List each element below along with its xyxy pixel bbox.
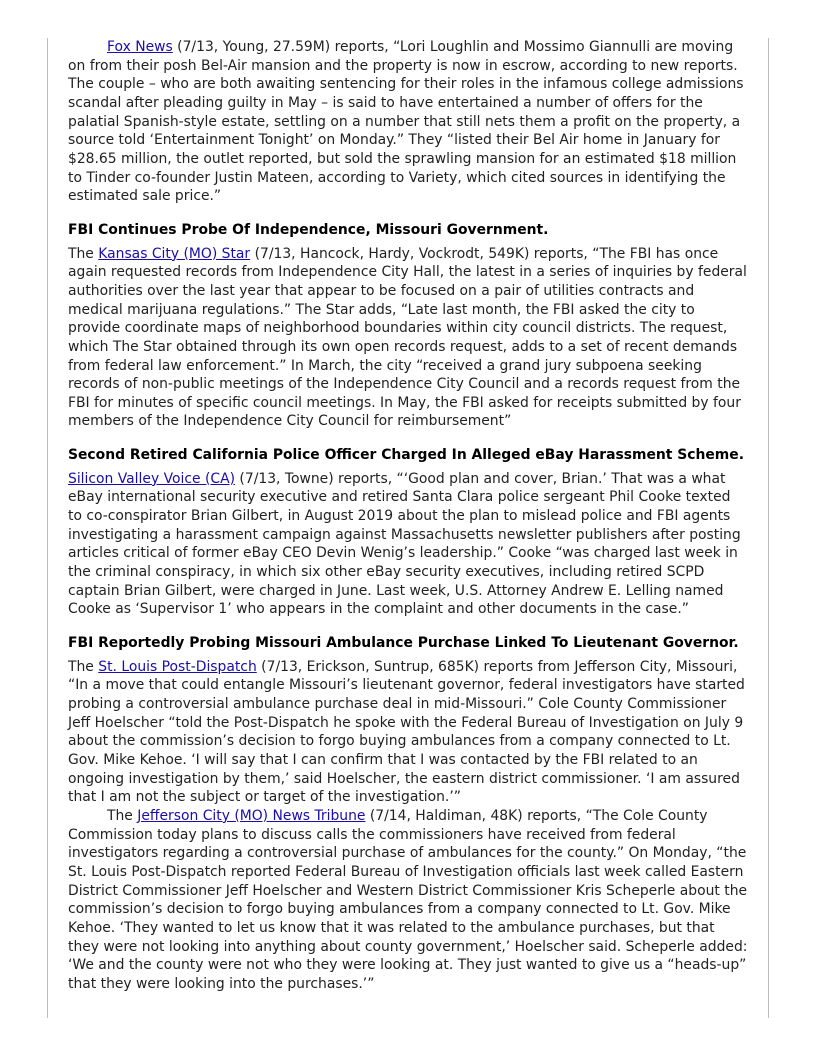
article-paragraph — [68, 38, 748, 206]
source-link[interactable]: St. Louis Post-Dispatch — [98, 658, 257, 675]
article-text-prefix: The — [107, 807, 138, 824]
article-headline: FBI Reportedly Probing Missouri Ambulance Purchase Linked To Lieutenant Governor. — [68, 635, 739, 652]
article-text: (7/13, Young, 27.59M) reports, “Lori Loughlin and Mossimo Giannulli are moving on from their posh Bel-Air mansion and the property is now in escrow, according to new reports. The couple – who are both awaiting sentencing for their roles in the infamous college admissions scandal after pleading guilty in May – is said to have entertained a number of offers for the palatial Spanish-style estate, settling on a number that still nets them a profit on the property, a source told ‘Entertainment Tonight’ on Monday.” They “listed their Bel Air home in January for $28.65 million, the outlet reported, but sold the sprawling mansion for an estimated $18 million to Tinder co-founder Justin Mateen, according to Variety, which cited sources in identifying the estimated sale price.” — [68, 39, 744, 205]
article-text-prefix: The — [68, 245, 99, 262]
article-text: (7/13, Erickson, Suntrup, 685K) reports from Jefferson City, Missouri, “In a move that could entangle Missouri’s lieutenant governor, federal investigators have started probing a controversial ambulance purchase deal in mid-Missouri.” Cole County Commissioner Jeff Hoelscher “told the Post-Dispatch he spoke with the Federal Bureau of Investigation on July 9 about the commission’s decision to forgo buying ambulances from a company connected to Lt. Gov. Mike Kehoe. ‘I will say that I can confirm that I was contacted by the FBI related to an ongoing investigation by them,’ said Hoelscher, the eastern district commissioner. ‘I am assured that I am not the subject or target of the investigation.’” — [68, 658, 745, 806]
article-paragraph — [68, 470, 748, 619]
source-link[interactable]: Fox News — [107, 39, 173, 55]
article-headline: FBI Continues Probe Of Independence, Missouri Government. — [68, 221, 549, 238]
article-text: (7/13, Hancock, Hardy, Vockrodt, 549K) reports, “The FBI has once again requested records from Independence City Hall, the latest in a series of inquiries by federal authorities over the last year that appear to be focused on a pair of utilities contracts and medical marijuana regulations.” The Star adds, “Late last month, the FBI asked the city to provide coordinate maps of neighborhood boundaries within city council districts. The request, which The Star obtained through its own open records request, adds to a set of recent demands from federal law enforcement.” In March, the city “received a grand jury subpoena seeking records of non-public meetings of the Independence City Council and a records request from the FBI for minutes of specific council meetings. In May, the FBI asked for receipts submitted by four members of the Independence City Council for reimbursement” — [68, 245, 747, 430]
document-body — [68, 38, 748, 994]
article-headline: Second Retired California Police Officer Charged In Alleged eBay Harassment Scheme. — [68, 447, 744, 464]
left-margin-rule — [47, 38, 48, 1018]
source-link[interactable]: Jefferson City (MO) News Tribune — [137, 807, 366, 824]
article-text: (7/13, Towne) reports, “‘Good plan and cover, Brian.’ That was a what eBay international security executive and retired Santa Clara police sergeant Phil Cooke texted to co-conspirator Brian Gilbert, in August 2019 about the plan to mislead police and FBI agents investigating a harassment campaign against Massachusetts newsletter publishers after posting articles critical of former eBay CEO Devin Wenig’s leadership.” Cooke “was charged last week in the criminal conspiracy, in which six other eBay security executives, including retired SCPD captain Brian Gilbert, were charged in June. Last week, U.S. Attorney Andrew E. Lelling named Cooke as ‘Supervisor 1’ who appears in the complaint and other documents in the case.” — [68, 470, 741, 618]
article-text-prefix: The — [68, 658, 99, 675]
article-paragraph — [68, 658, 748, 807]
article-text: (7/14, Haldiman, 48K) reports, “The Cole County Commission today plans to discuss calls the commissioners have received from federal investigators regarding a controversial purchase of ambulances for the county.” On Monday, “the St. Louis Post-Dispatch reported Federal Bureau of Investigation officials last week called Eastern District Commissioner Jeff Hoelscher and Western District Commissioner Kris Scheperle about the commission’s decision to forgo buying ambulances from a company connected to Lt. Gov. Mike Kehoe. ‘They wanted to let us know that it was related to the ambulance purchases, but that they were not looking into anything about county government,’ Hoelscher said. Scheperle added: ‘We and the county were not who they were looking at. They just wanted to give us a “heads-up” that they were looking into the purchases.’” — [68, 807, 748, 992]
right-margin-rule — [768, 38, 769, 1018]
source-link[interactable]: Kansas City (MO) Star — [98, 245, 251, 262]
source-link[interactable]: Silicon Valley Voice (CA) — [68, 470, 236, 487]
article-paragraph — [68, 807, 748, 994]
article-paragraph — [68, 245, 748, 432]
